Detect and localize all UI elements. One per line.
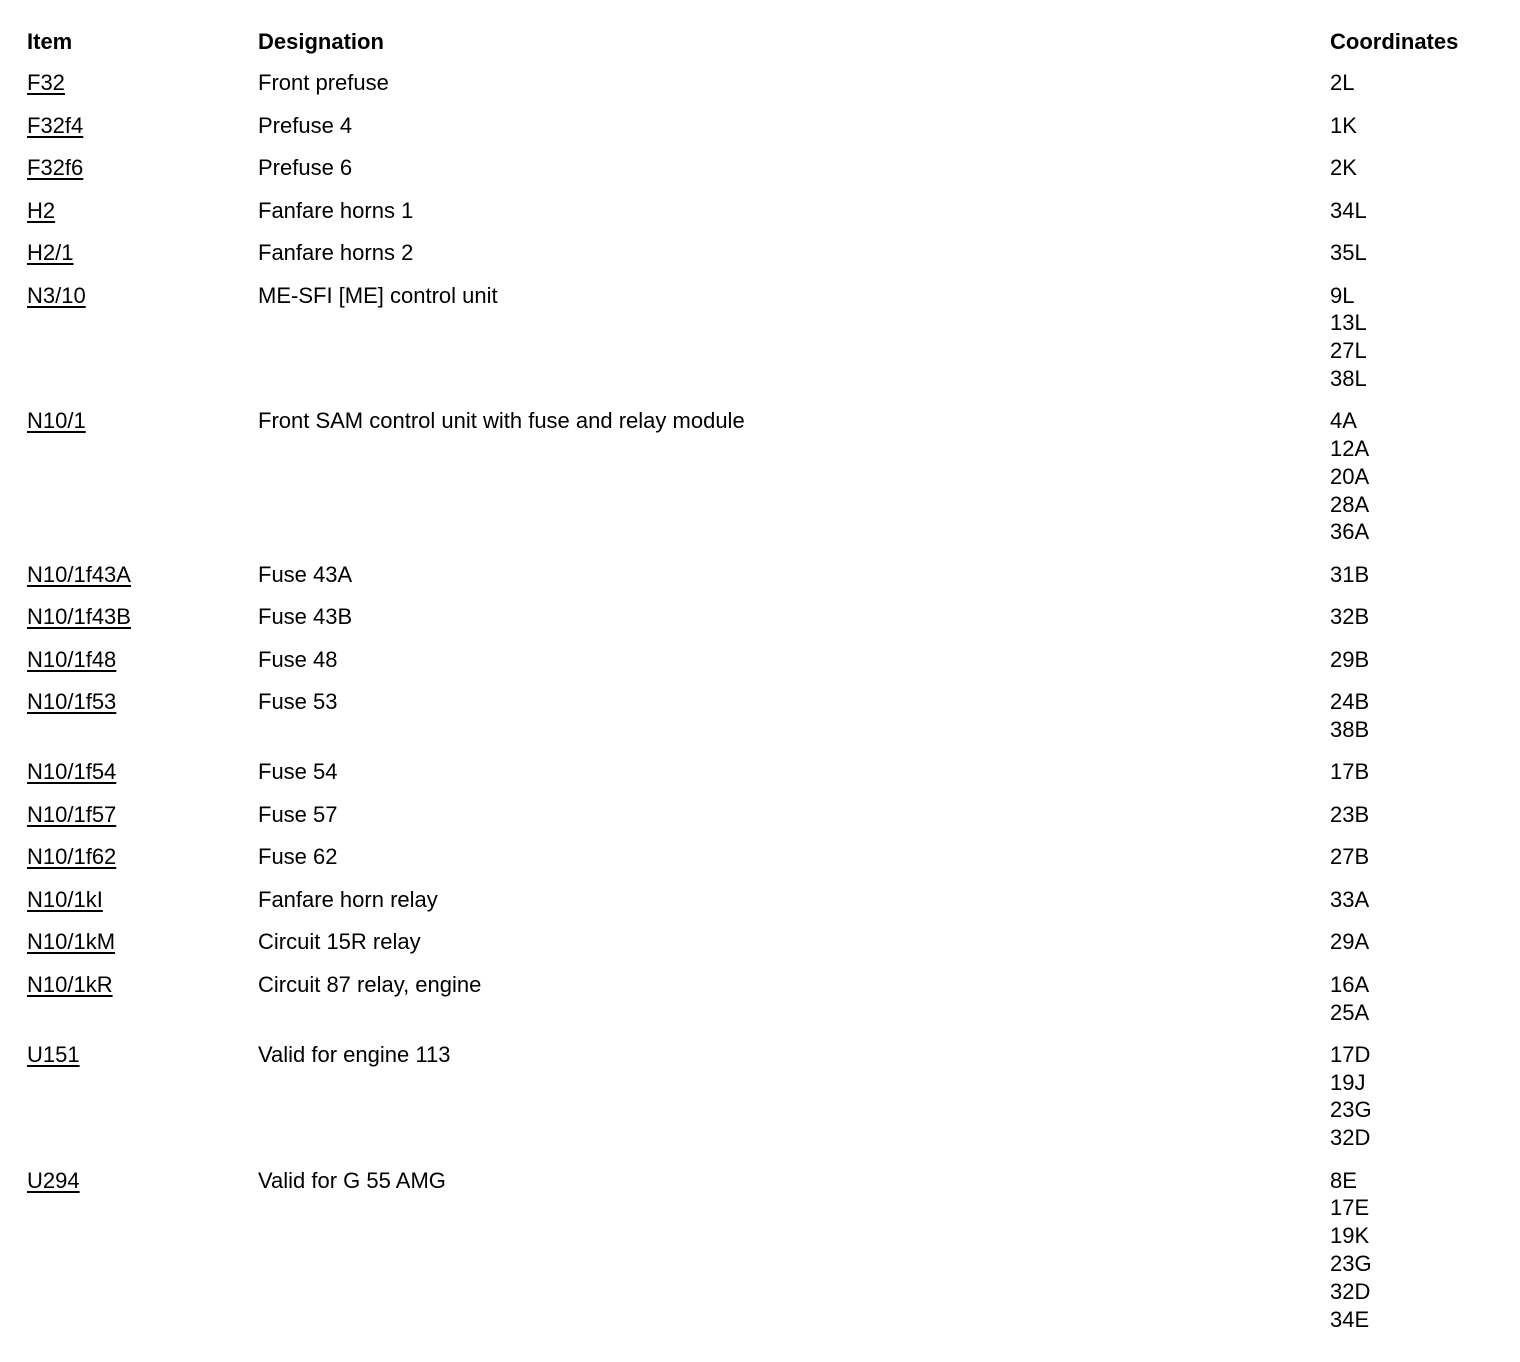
designation-cell: Fanfare horns 2 <box>258 240 414 265</box>
item-link[interactable]: N10/1f43A <box>27 561 131 587</box>
coordinate-value: 38B <box>1330 716 1370 742</box>
coordinates-cell <box>1330 407 1507 560</box>
item-cell <box>27 1041 258 1167</box>
coordinate-value: 2K <box>1330 155 1357 180</box>
item-link[interactable]: U294 <box>27 1167 80 1193</box>
item-cell <box>27 561 258 604</box>
coordinates-cell <box>1330 928 1507 971</box>
coordinate-value: 17E <box>1330 1195 1370 1221</box>
item-link[interactable]: N3/10 <box>27 282 86 308</box>
coordinate-value: 29A <box>1330 929 1370 955</box>
coordinate-value: 23B <box>1330 801 1370 827</box>
coordinates-cell <box>1330 69 1507 112</box>
table-row <box>27 843 1507 886</box>
table-row <box>27 886 1507 929</box>
designation-cell: Front SAM control unit with fuse and relay module <box>258 408 745 434</box>
coordinates-cell <box>1330 971 1507 1041</box>
designation-cell: Valid for G 55 AMG <box>258 1167 446 1193</box>
item-link[interactable]: N10/1kR <box>27 971 113 997</box>
item-cell <box>27 971 258 1041</box>
coordinates-cell <box>1330 154 1507 197</box>
designation-cell: Fanfare horns 1 <box>258 197 414 223</box>
coordinate-value: 19J <box>1330 1069 1366 1095</box>
item-cell <box>27 197 258 240</box>
designation-cell: Fuse 62 <box>258 844 338 870</box>
coordinate-value: 13L <box>1330 310 1367 336</box>
item-cell <box>27 688 258 758</box>
table-header-row <box>27 27 1507 69</box>
coordinates-cell <box>1330 239 1507 282</box>
coordinates-cell <box>1330 886 1507 929</box>
item-link[interactable]: N10/1kM <box>27 929 116 955</box>
item-cell <box>27 282 258 408</box>
coordinate-value: 34L <box>1330 197 1367 223</box>
item-cell <box>27 112 258 155</box>
table-row <box>27 282 1507 408</box>
item-link[interactable]: N10/1f62 <box>27 844 117 870</box>
item-link[interactable]: N10/1f48 <box>27 646 117 672</box>
header-coordinates: Coordinates <box>1330 29 1459 54</box>
table-row <box>27 561 1507 604</box>
item-link[interactable]: F32f6 <box>27 155 84 180</box>
coordinate-value: 19K <box>1330 1223 1370 1249</box>
designation-cell: Fuse 57 <box>258 801 338 827</box>
item-cell <box>27 69 258 112</box>
table-row <box>27 646 1507 689</box>
coordinates-cell <box>1330 561 1507 604</box>
item-link[interactable]: N10/1f53 <box>27 689 117 715</box>
coordinate-value: 9L <box>1330 282 1355 308</box>
designation-cell: Fuse 53 <box>258 689 338 715</box>
designation-cell: Circuit 87 relay, engine <box>258 971 482 997</box>
coordinate-value: 36A <box>1330 519 1370 545</box>
item-cell <box>27 801 258 844</box>
table-row <box>27 971 1507 1041</box>
item-link[interactable]: F32 <box>27 70 65 95</box>
coordinates-cell <box>1330 197 1507 240</box>
coordinate-value: 1K <box>1330 112 1357 138</box>
component-legend-table <box>27 27 1507 1348</box>
coordinate-value: 8E <box>1330 1167 1357 1193</box>
designation-cell: Front prefuse <box>258 70 389 95</box>
coordinate-value: 32B <box>1330 604 1370 630</box>
coordinates-cell <box>1330 1041 1507 1167</box>
table-row <box>27 407 1507 560</box>
table-row <box>27 1167 1507 1348</box>
table-row <box>27 69 1507 112</box>
item-cell <box>27 1167 258 1348</box>
coordinates-cell <box>1330 688 1507 758</box>
item-link[interactable]: N10/1f57 <box>27 801 117 827</box>
coordinate-value: 23G <box>1330 1097 1372 1123</box>
item-link[interactable]: N10/1f43B <box>27 604 131 630</box>
item-link[interactable]: N10/1kI <box>27 886 103 912</box>
coordinate-value: 33A <box>1330 886 1370 912</box>
coordinate-value: 2L <box>1330 70 1355 95</box>
table-row <box>27 239 1507 282</box>
coordinates-cell <box>1330 843 1507 886</box>
coordinate-value: 24B <box>1330 689 1370 715</box>
coordinate-value: 17B <box>1330 759 1370 785</box>
coordinate-value: 29B <box>1330 646 1370 672</box>
coordinate-value: 17D <box>1330 1041 1371 1067</box>
designation-cell: Prefuse 4 <box>258 112 353 138</box>
coordinate-value: 31B <box>1330 561 1370 587</box>
coordinate-value: 27B <box>1330 844 1370 870</box>
table-row <box>27 112 1507 155</box>
coordinates-cell <box>1330 282 1507 408</box>
coordinate-value: 34E <box>1330 1306 1370 1332</box>
coordinates-cell <box>1330 112 1507 155</box>
coordinate-value: 38L <box>1330 365 1367 391</box>
designation-cell: Fuse 54 <box>258 759 338 785</box>
table-body <box>27 69 1507 1348</box>
item-cell <box>27 154 258 197</box>
coordinate-value: 4A <box>1330 408 1357 434</box>
table-row <box>27 688 1507 758</box>
coordinate-value: 32D <box>1330 1278 1371 1304</box>
coordinate-value: 20A <box>1330 463 1370 489</box>
designation-cell: ME-SFI [ME] control unit <box>258 282 498 308</box>
item-cell <box>27 843 258 886</box>
header-designation: Designation <box>258 29 384 54</box>
designation-cell: Fanfare horn relay <box>258 886 438 912</box>
coordinate-value: 25A <box>1330 999 1370 1025</box>
coordinate-value: 32D <box>1330 1125 1371 1151</box>
item-link[interactable]: N10/1f54 <box>27 759 117 785</box>
header-item: Item <box>27 29 73 54</box>
table-row <box>27 603 1507 646</box>
item-link[interactable]: F32f4 <box>27 112 84 138</box>
designation-cell: Fuse 43B <box>258 604 353 630</box>
item-cell <box>27 407 258 560</box>
item-link[interactable]: H2/1 <box>27 240 74 265</box>
item-cell <box>27 886 258 929</box>
coordinates-cell <box>1330 801 1507 844</box>
coordinate-value: 12A <box>1330 435 1370 461</box>
designation-cell: Prefuse 6 <box>258 155 353 180</box>
table-row <box>27 197 1507 240</box>
designation-cell: Fuse 43A <box>258 561 353 587</box>
item-link[interactable]: N10/1 <box>27 408 86 434</box>
coordinate-value: 23G <box>1330 1250 1372 1276</box>
coordinates-cell <box>1330 646 1507 689</box>
coordinate-value: 35L <box>1330 240 1367 265</box>
designation-cell: Circuit 15R relay <box>258 929 421 955</box>
table-row <box>27 928 1507 971</box>
designation-cell: Valid for engine 113 <box>258 1041 451 1067</box>
coordinates-cell <box>1330 603 1507 646</box>
item-cell <box>27 646 258 689</box>
item-cell <box>27 239 258 282</box>
table-row <box>27 758 1507 801</box>
coordinate-value: 16A <box>1330 971 1370 997</box>
coordinate-value: 27L <box>1330 338 1367 364</box>
item-cell <box>27 758 258 801</box>
item-link[interactable]: U151 <box>27 1041 80 1067</box>
item-link[interactable]: H2 <box>27 197 56 223</box>
designation-cell: Fuse 48 <box>258 646 338 672</box>
coordinates-cell <box>1330 1167 1507 1348</box>
item-cell <box>27 603 258 646</box>
table-row <box>27 801 1507 844</box>
coordinate-value: 28A <box>1330 491 1370 517</box>
item-cell <box>27 928 258 971</box>
table-row <box>27 1041 1507 1167</box>
table-row <box>27 154 1507 197</box>
coordinates-cell <box>1330 758 1507 801</box>
